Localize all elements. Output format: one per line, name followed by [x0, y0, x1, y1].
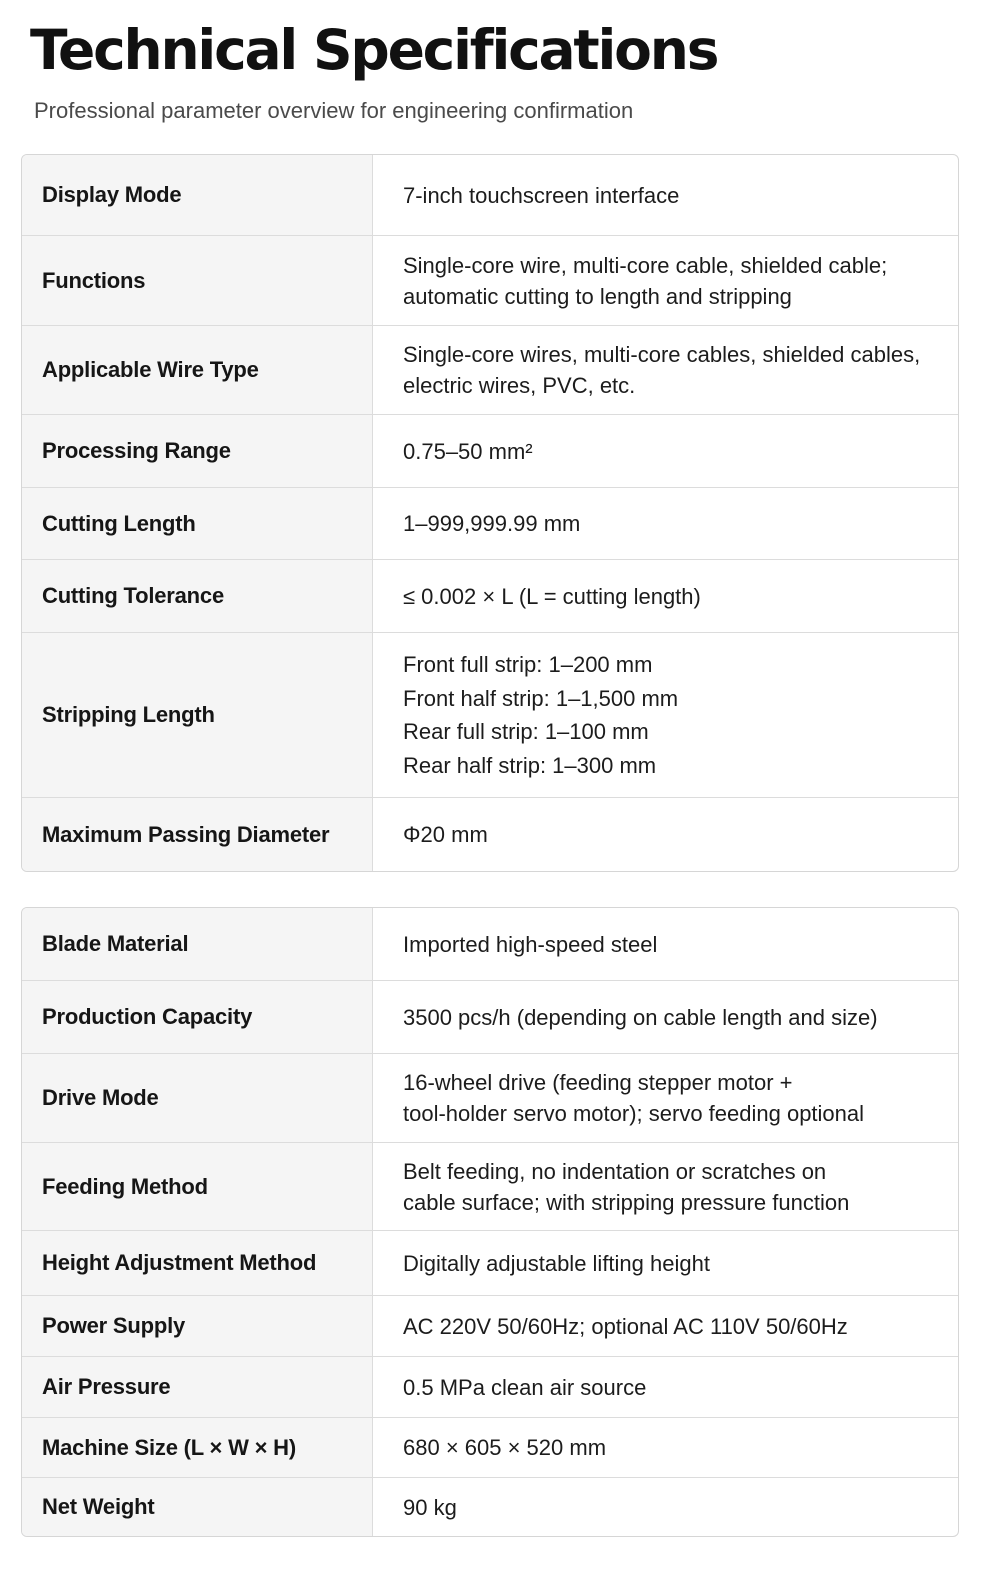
spec-value: [373, 560, 958, 632]
spec-value-line: AC 220V 50/60Hz; optional AC 110V 50/60Hz: [403, 1313, 848, 1339]
spec-value-line: 1–999,999.99 mm: [403, 511, 581, 536]
spec-value-line: ≤ 0.002 × L (L = cutting length): [403, 583, 701, 609]
spec-table-general: [21, 154, 959, 872]
spec-label: Feeding Method: [22, 1143, 373, 1230]
spec-value-line: 90 kg: [403, 1494, 457, 1520]
spec-value: [373, 1231, 958, 1295]
spec-value: [373, 633, 958, 797]
spec-label: Cutting Length: [22, 488, 373, 559]
spec-value-line: tool-holder servo motor); servo feeding optional: [403, 1101, 865, 1126]
table-row: [22, 1477, 958, 1536]
page-subtitle: Professional parameter overview for engineering confirmation: [34, 98, 634, 123]
spec-label: Height Adjustment Method: [22, 1231, 373, 1295]
spec-value-line: 0.5 MPa clean air source: [403, 1374, 647, 1400]
spec-value: [373, 1418, 958, 1477]
spec-value: [373, 798, 958, 871]
spec-value: [373, 1296, 958, 1356]
table-row: [22, 1230, 958, 1295]
page-title: Technical Specifications: [30, 18, 718, 82]
spec-value: [373, 236, 958, 325]
table-row: [22, 155, 958, 235]
spec-label: Air Pressure: [22, 1357, 373, 1417]
spec-label: Processing Range: [22, 415, 373, 487]
spec-value-line: 3500 pcs/h (depending on cable length and size): [403, 1004, 878, 1030]
spec-value-line: Front full strip: 1–200 mm: [403, 652, 653, 677]
spec-value-line: cable surface; with stripping pressure function: [403, 1189, 850, 1215]
spec-label: Stripping Length: [22, 633, 373, 797]
spec-label: Cutting Tolerance: [22, 560, 373, 632]
spec-value-line: Rear full strip: 1–100 mm: [403, 719, 649, 744]
spec-label: Applicable Wire Type: [22, 326, 373, 414]
spec-value: [373, 908, 958, 980]
table-row: [22, 1356, 958, 1417]
spec-label: Power Supply: [22, 1296, 373, 1356]
spec-value-line: Imported high-speed steel: [403, 931, 658, 957]
table-row: [22, 980, 958, 1053]
spec-value: [373, 415, 958, 487]
spec-table-mechanical: [21, 907, 959, 1537]
spec-label: Blade Material: [22, 908, 373, 980]
table-row: [22, 235, 958, 325]
spec-value: [373, 488, 958, 559]
spec-value-line: 7-inch touchscreen interface: [403, 182, 680, 208]
table-row: [22, 325, 958, 414]
table-row: [22, 414, 958, 487]
spec-value-line: Front half strip: 1–1,500 mm: [403, 685, 679, 711]
spec-label: Maximum Passing Diameter: [22, 798, 373, 871]
spec-value-line: automatic cutting to length and stripping: [403, 283, 792, 309]
spec-value-line: Φ20 mm: [403, 822, 488, 847]
table-row: [22, 797, 958, 871]
spec-value-line: Single-core wires, multi-core cables, shielded cables,: [403, 342, 921, 367]
spec-label: Net Weight: [22, 1478, 373, 1536]
table-row: [22, 559, 958, 632]
table-row: [22, 487, 958, 559]
table-row: [22, 1295, 958, 1356]
spec-value-line: Belt feeding, no indentation or scratches on: [403, 1158, 827, 1184]
spec-value: [373, 1143, 958, 1230]
spec-value-line: 16-wheel drive (feeding stepper motor +: [403, 1070, 793, 1095]
table-row: [22, 908, 958, 980]
spec-label: Drive Mode: [22, 1054, 373, 1142]
table-row: [22, 1142, 958, 1230]
spec-label: Display Mode: [22, 155, 373, 235]
spec-value: [373, 1478, 958, 1536]
table-row: [22, 1417, 958, 1477]
spec-value: [373, 326, 958, 414]
spec-value-line: Single-core wire, multi-core cable, shielded cable;: [403, 252, 888, 278]
spec-value-line: 680 × 605 × 520 mm: [403, 1435, 607, 1460]
spec-label: Functions: [22, 236, 373, 325]
spec-label: Production Capacity: [22, 981, 373, 1053]
spec-value: [373, 1054, 958, 1142]
table-row: [22, 632, 958, 797]
spec-value-line: Digitally adjustable lifting height: [403, 1250, 710, 1276]
spec-value-line: 0.75–50 mm²: [403, 438, 533, 464]
spec-label: Machine Size (L × W × H): [22, 1418, 373, 1477]
spec-value-line: Rear half strip: 1–300 mm: [403, 752, 657, 778]
spec-value-line: electric wires, PVC, etc.: [403, 373, 636, 398]
spec-value: [373, 1357, 958, 1417]
table-row: [22, 1053, 958, 1142]
spec-value: [373, 981, 958, 1053]
spec-value: [373, 155, 958, 235]
